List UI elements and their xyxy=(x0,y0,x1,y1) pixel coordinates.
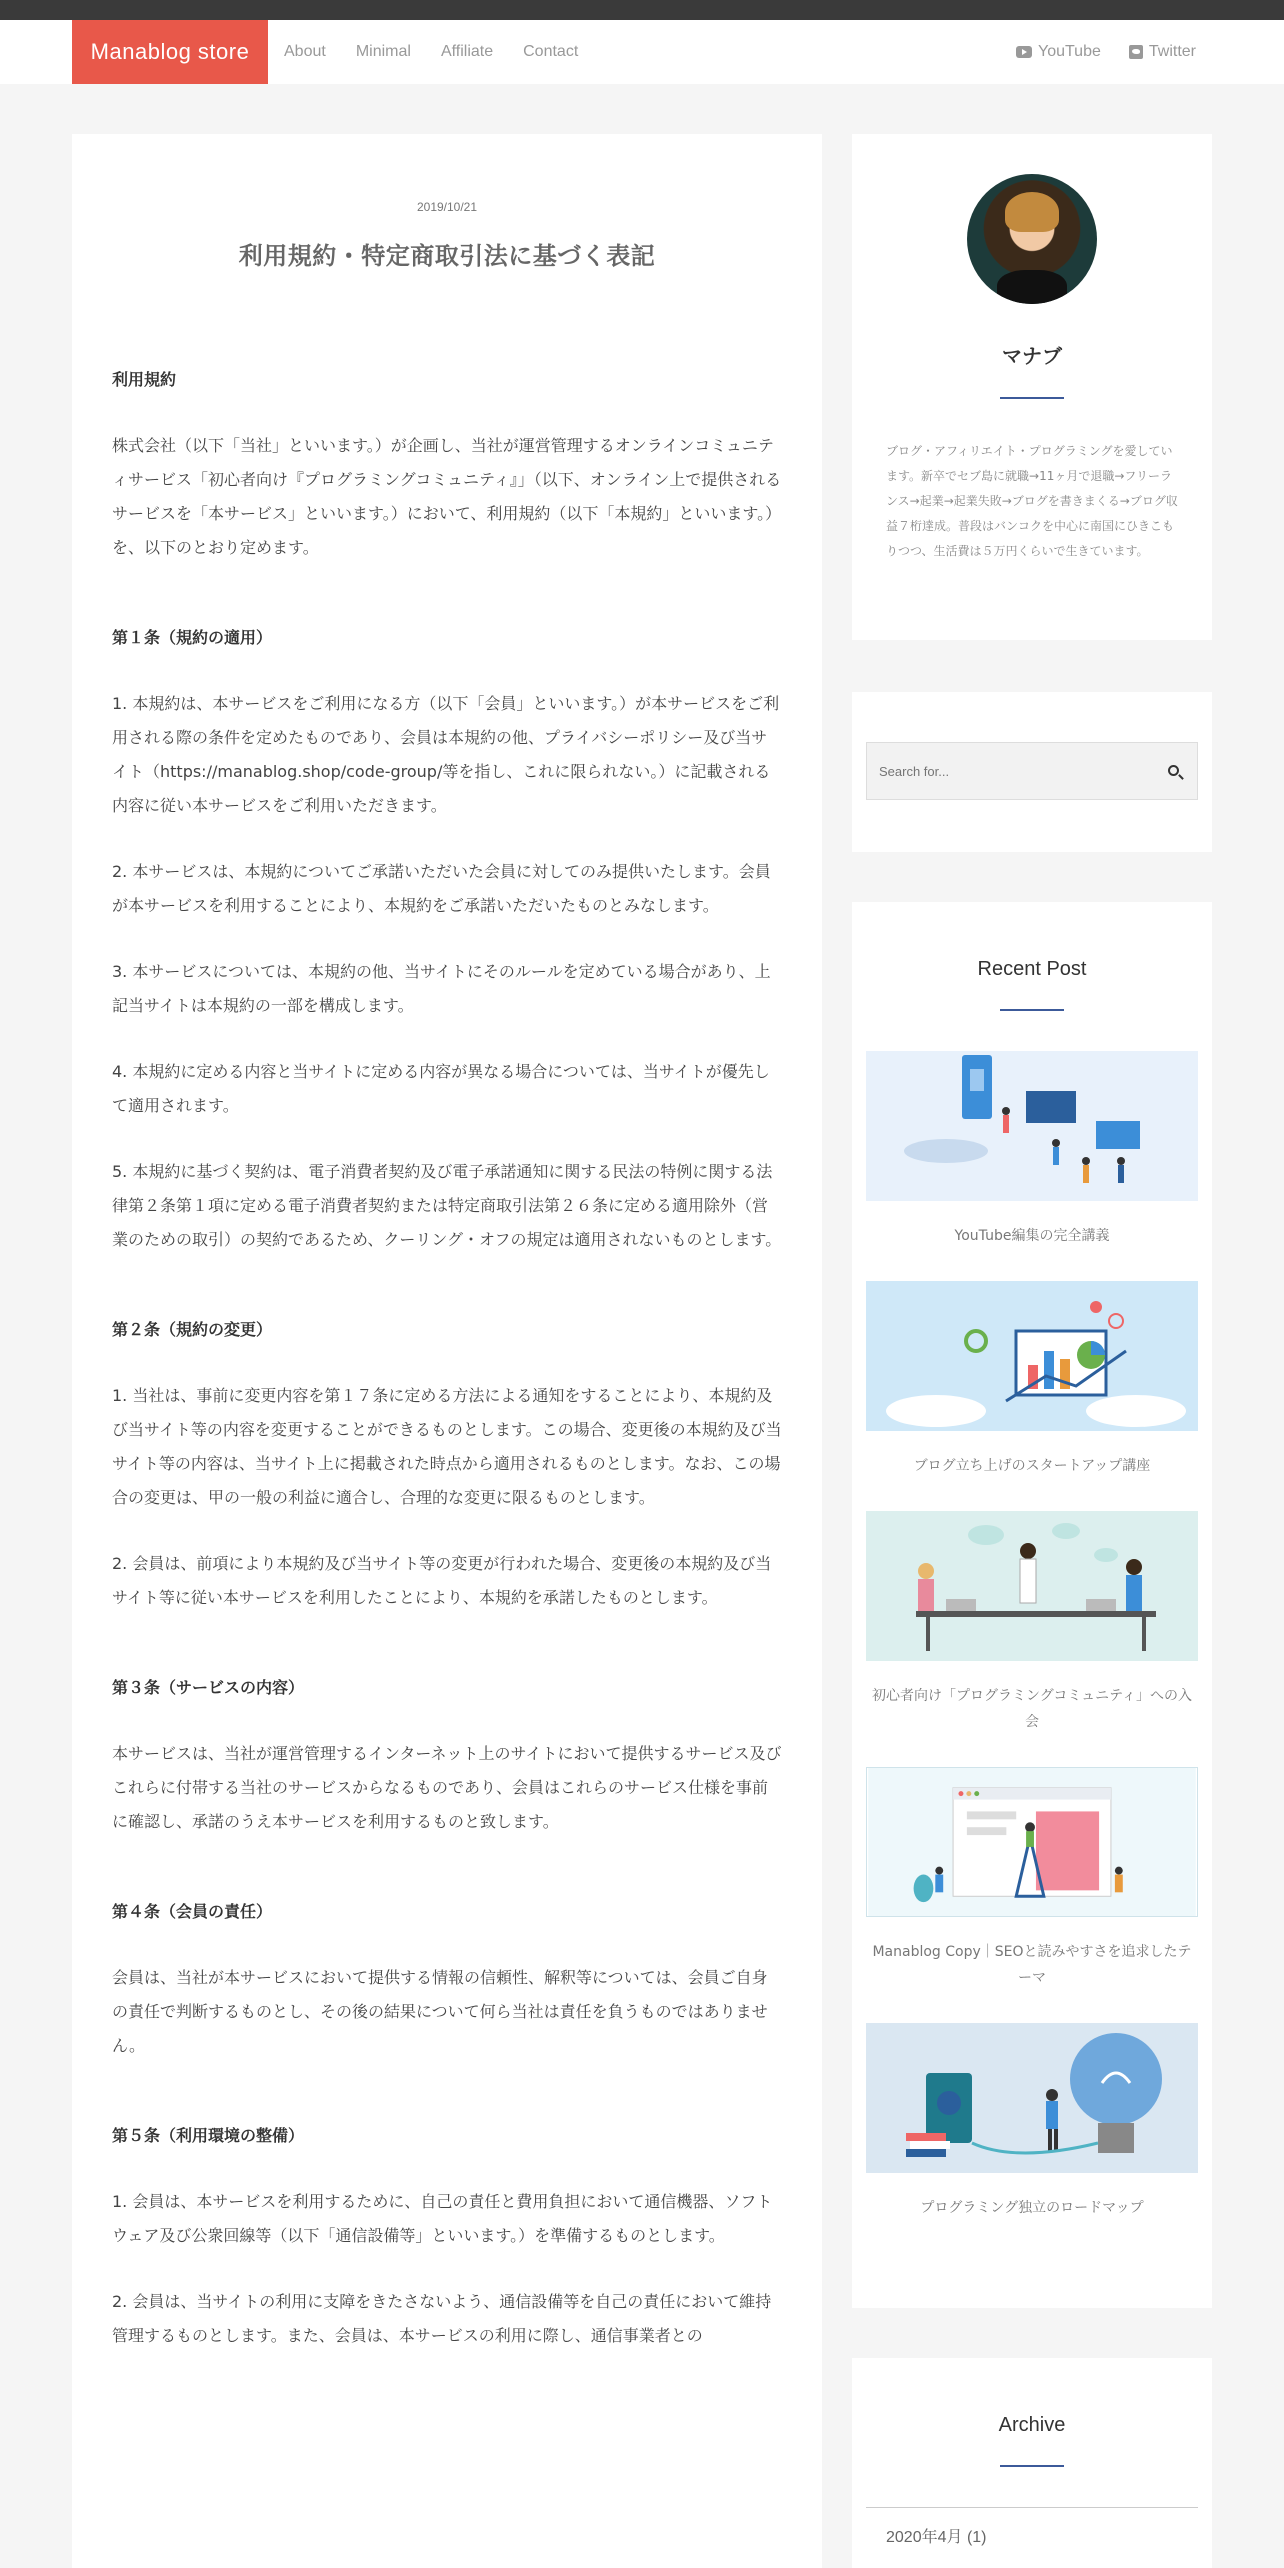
archive-title: Archive xyxy=(998,2414,1066,2436)
thumbnail-illustration xyxy=(866,2023,1198,2173)
section-heading: 第３条（サービスの内容） xyxy=(112,1678,305,1697)
section-heading: 利用規約 xyxy=(112,370,177,389)
post-caption[interactable]: 初心者向け「プログラミングコミュニティ」への入会 xyxy=(871,1688,1193,1730)
post-thumbnail[interactable] xyxy=(866,2023,1198,2173)
social-links xyxy=(1016,20,1196,84)
recent-post-item[interactable] xyxy=(866,1051,1198,1249)
post-caption[interactable]: プログラミング独立のロードマップ xyxy=(920,2200,1144,2216)
recent-post-item[interactable] xyxy=(866,2023,1198,2221)
divider xyxy=(1000,1009,1064,1011)
search-input[interactable] xyxy=(867,743,1147,799)
post-caption[interactable]: Manablog Copy｜SEOと読みやすさを追求したテーマ xyxy=(872,1944,1192,1986)
post-thumbnail[interactable] xyxy=(866,1051,1198,1201)
post-date: 2019/10/21 xyxy=(416,200,478,214)
post-thumbnail[interactable] xyxy=(866,1767,1198,1917)
paragraph: 3. 本サービスについては、本規約の他、当サイトにそのルールを定めている場合があり、上記当サイトは本規約の一部を構成します。 xyxy=(112,962,771,1015)
search-icon[interactable] xyxy=(1168,765,1179,776)
archive-widget xyxy=(852,2358,1212,2568)
paragraph: 4. 本規約に定める内容と当サイトに定める内容が異なる場合については、当サイトが優先して適用されます。 xyxy=(112,1062,770,1115)
top-bar xyxy=(0,0,1284,20)
post-thumbnail[interactable] xyxy=(866,1511,1198,1661)
nav-about[interactable]: About xyxy=(284,43,326,60)
paragraph: 1. 会員は、本サービスを利用するために、自己の責任と費用負担において通信機器、ソフトウェア及び公衆回線等（以下「通信設備等」といいます。）を準備するものとします。 xyxy=(112,2192,773,2245)
section-heading: 第１条（規約の適用） xyxy=(112,628,273,647)
site-header xyxy=(0,20,1284,84)
post-content xyxy=(112,363,782,2353)
nav-minimal[interactable]: Minimal xyxy=(355,43,411,60)
paragraph: 本サービスは、当社が運営管理するインターネット上のサイトにおいて提供するサービス及びこれらに付帯する当社のサービスからなるものであり、会員はこれらのサービス仕様を事前に確認し、承諾のうえ本サービスを利用するものと致します。 xyxy=(112,1744,782,1831)
recent-post-widget xyxy=(852,902,1212,2308)
divider xyxy=(1000,397,1064,399)
archive-item[interactable]: 2020年4月 (1) xyxy=(886,2529,987,2546)
recent-post-item[interactable] xyxy=(866,1281,1198,1479)
profile-description: ブログ・アフィリエイト・プログラミングを愛しています。新卒でセブ島に就職→11ヶ月で退職→フリーランス→起業→起業失敗→ブログを書きまくる→ブログ収益７桁達成。普段はバンコクを中心に南国にひきこもりつつ、生活費は５万円くらいで生きています。 xyxy=(886,444,1178,558)
paragraph: 1. 本規約は、本サービスをご利用になる方（以下「会員」といいます。）が本サービスをご利用される際の条件を定めたものであり、会員は本規約の他、プライバシーポリシー及び当サイト（https://manablog.shop/code-group/等を指し、これに限られない。）に記載される内容に従い本サービスをご利用いただきます。 xyxy=(112,694,780,815)
thumbnail-illustration xyxy=(866,1051,1198,1201)
nav-affiliate[interactable]: Affiliate xyxy=(440,43,494,60)
section-heading: 第５条（利用環境の整備） xyxy=(112,2126,305,2145)
site-logo[interactable]: Manablog store xyxy=(72,20,268,84)
section-heading: 第４条（会員の責任） xyxy=(112,1902,273,1921)
profile-name: マナブ xyxy=(1002,344,1062,368)
thumbnail-illustration xyxy=(866,1281,1198,1431)
divider xyxy=(1000,2465,1064,2467)
post-title: 利用規約・特定商取引法に基づく表記 xyxy=(238,242,656,270)
paragraph: 1. 当社は、事前に変更内容を第１７条に定める方法による通知をすることにより、本規約及び当サイト等の内容を変更することができるものとします。この場合、変更後の本規約及び当サイト等の内容は、当サイト上に掲載された時点から適用されるものとします。なお、この場合の変更は、甲の一般の利益に適合し、合理的な変更に限るものとします。 xyxy=(112,1386,782,1507)
section-heading: 第２条（規約の変更） xyxy=(112,1320,273,1339)
youtube-icon xyxy=(1016,46,1032,58)
youtube-link[interactable] xyxy=(1016,43,1101,61)
paragraph: 株式会社（以下「当社」といいます。）が企画し、当社が運営管理するオンラインコミュニティサービス「初心者向け『プログラミングコミュニティ』」（以下、オンライン上で提供されるサービスを「本サービス」といいます。）において、利用規約（以下「本規約」といいます。）を、以下のとおり定めます。 xyxy=(112,436,782,557)
main-nav xyxy=(284,20,578,84)
youtube-label: YouTube xyxy=(1038,43,1101,60)
paragraph: 会員は、当社が本サービスにおいて提供する情報の信頼性、解釈等については、会員ご自身の責任で判断するものとし、その後の結果について何ら当社は責任を負うものではありません。 xyxy=(112,1968,768,2055)
post-thumbnail[interactable] xyxy=(866,1281,1198,1431)
recent-post-title: Recent Post xyxy=(977,958,1087,980)
paragraph: 2. 本サービスは、本規約についてご承諾いただいた会員に対してのみ提供いたします。会員が本サービスを利用することにより、本規約をご承諾いただいたものとみなします。 xyxy=(112,862,771,915)
thumbnail-illustration xyxy=(867,1768,1197,1916)
recent-post-item[interactable] xyxy=(866,1767,1198,1991)
recent-post-list xyxy=(852,1051,1212,2221)
thumbnail-illustration xyxy=(866,1511,1198,1661)
avatar xyxy=(967,174,1097,304)
paragraph: 2. 会員は、前項により本規約及び当サイト等の変更が行われた場合、変更後の本規約及び当サイト等に従い本サービスを利用したことにより、本規約を承諾したものとします。 xyxy=(112,1554,772,1607)
search-widget xyxy=(852,692,1212,852)
recent-post-item[interactable] xyxy=(866,1511,1198,1735)
twitter-link[interactable] xyxy=(1129,43,1196,61)
archive-list xyxy=(866,2507,1198,2563)
search-box xyxy=(866,742,1198,800)
paragraph: 2. 会員は、当サイトの利用に支障をきたさないよう、通信設備等を自己の責任において維持管理するものとします。また、会員は、本サービスの利用に際し、通信事業者との xyxy=(112,2292,772,2345)
paragraph: 5. 本規約に基づく契約は、電子消費者契約及び電子承諾通知に関する民法の特例に関する法律第２条第１項に定める電子消費者契約または特定商取引法第２６条に定める適用除外（営業のための取引）の契約であるため、クーリング・オフの規定は適用されないものとします。 xyxy=(112,1162,782,1249)
article xyxy=(72,134,822,2568)
twitter-label: Twitter xyxy=(1148,43,1196,60)
post-caption[interactable]: ブログ立ち上げのスタートアップ講座 xyxy=(913,1458,1151,1474)
post-caption[interactable]: YouTube編集の完全講義 xyxy=(954,1228,1110,1244)
twitter-icon xyxy=(1129,45,1143,59)
profile-widget xyxy=(852,134,1212,640)
nav-contact[interactable]: Contact xyxy=(523,43,579,60)
